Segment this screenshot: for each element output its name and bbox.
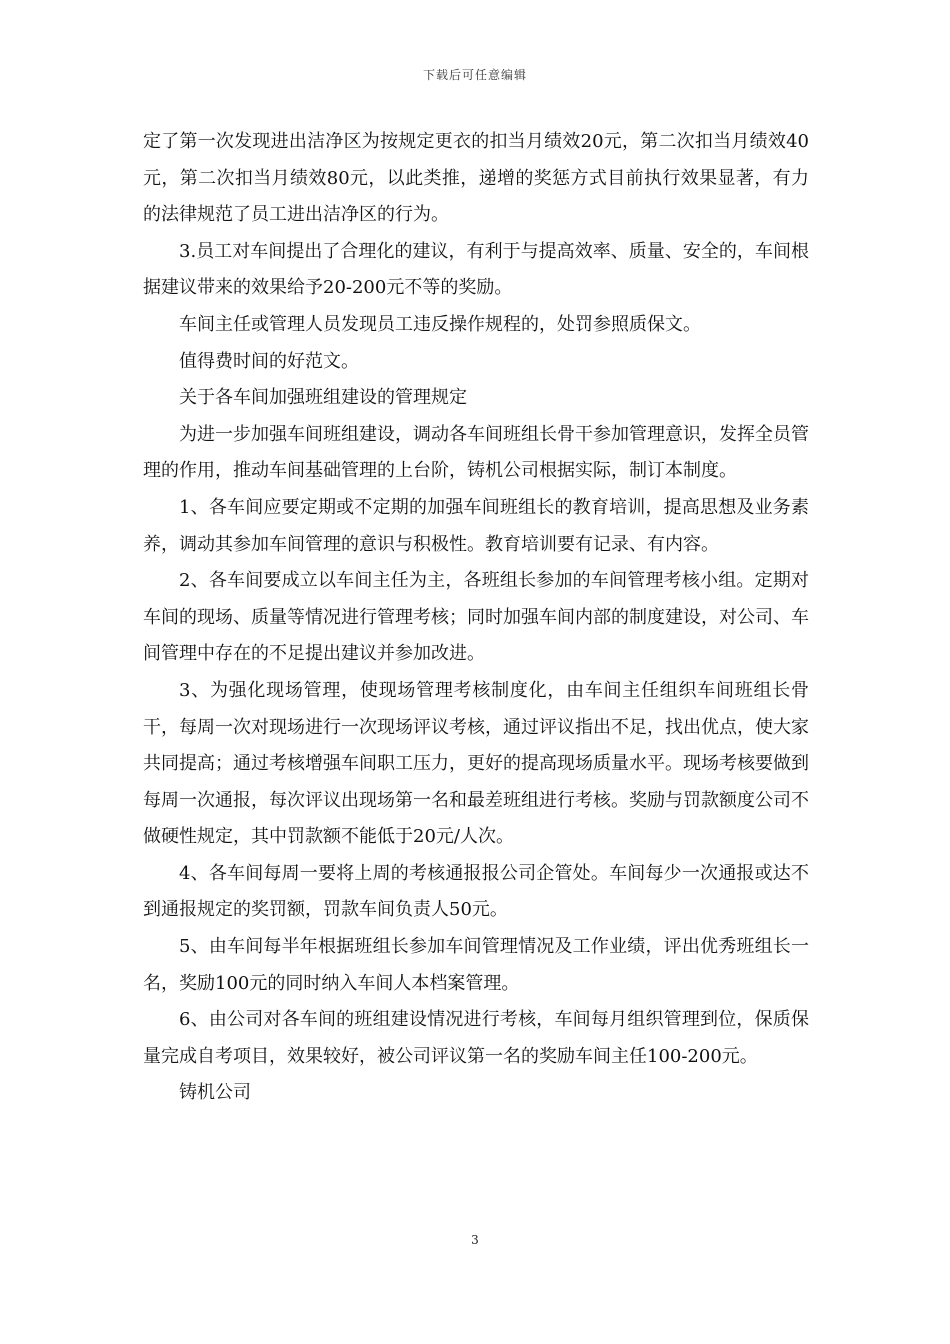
list-item: 4、各车间每周一要将上周的考核通报报公司企管处。车间每少一次通报或达不到通报规定的奖罚额，罚款车间负责人50元。 (143, 862, 809, 921)
section-title: 关于各车间加强班组建设的管理规定 (179, 387, 467, 409)
list-item: 1、各车间应要定期或不定期的加强车间班组长的教育培训，提高思想及业务素养，调动其参加车间管理的意识与积极性。教育培训要有记录、有内容。 (143, 496, 809, 555)
page-header: 下载后可任意编辑 (422, 68, 527, 82)
list-item: 5、由车间每半年根据班组长参加车间管理情况及工作业绩，评出优秀班组长一名，奖励100元的同时纳入车间人本档案管理。 (143, 936, 809, 994)
page-number: 3 (471, 1233, 479, 1247)
list-item: 2、各车间要成立以车间主任为主，各班组长参加的车间管理考核小组。定期对车间的现场、质量等情况进行管理考核；同时加强车间内部的制度建设，对公司、车间管理中存在的不足提出建议并参加改进。 (143, 570, 809, 665)
document-body (143, 124, 809, 1112)
paragraph: 定了第一次发现进出洁净区为按规定更衣的扣当月绩效20元，第二次扣当月绩效40元，第二次扣当月绩效80元，以此类推，递增的奖惩方式目前执行效果显著，有力的法律规范了员工进出洁净区的行为。 (143, 131, 809, 226)
paragraph: 值得费时间的好范文。 (179, 350, 359, 372)
paragraph: 3.员工对车间提出了合理化的建议，有利于与提高效率、质量、安全的，车间根据建议带来的效果给予20-200元不等的奖励。 (143, 240, 809, 299)
signature-company: 铸机公司 (179, 1082, 251, 1104)
paragraph: 车间主任或管理人员发现员工违反操作规程的，处罚参照质保文。 (179, 313, 701, 335)
paragraph: 为进一步加强车间班组建设，调动各车间班组长骨干参加管理意识，发挥全员管理的作用，推动车间基础管理的上台阶，铸机公司根据实际，制订本制度。 (143, 423, 809, 482)
list-item: 3、为强化现场管理，使现场管理考核制度化，由车间主任组织车间班组长骨干，每周一次对现场进行一次现场评议考核，通过评议指出不足，找出优点，使大家共同提高；通过考核增强车间职工压力，更好的提高现场质量水平。现场考核要做到每周一次通报，每次评议出现场第一名和最差班组进行考核。奖励与罚款额度公司不做硬性规定，其中罚款额不能低于20元/人次。 (143, 679, 809, 848)
list-item: 6、由公司对各车间的班组建设情况进行考核，车间每月组织管理到位，保质保量完成自考项目，效果较好，被公司评议第一名的奖励车间主任100-200元。 (143, 1009, 809, 1067)
